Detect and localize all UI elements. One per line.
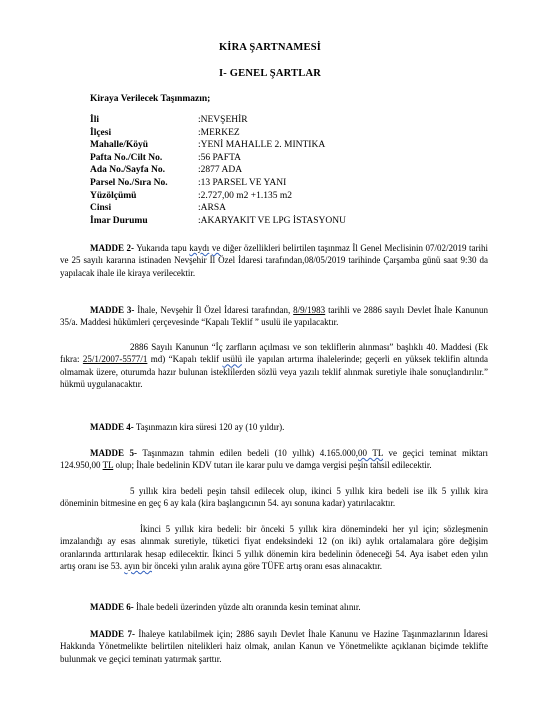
article-3-word: usülü: [222, 354, 242, 365]
field-row: [90, 215, 470, 228]
field-row: [90, 152, 470, 165]
article-7: [60, 628, 488, 665]
field-value: :56 PAFTA: [198, 152, 241, 163]
article-3-heading: MADDE 3-: [90, 305, 135, 315]
property-heading: Kiraya Verilecek Taşınmazın;: [90, 94, 211, 104]
article-5-text: olup; İhale bedelinin KDV tutarı ile karar pulu ve damga vergisi peşin tahsil edilecektir.: [113, 460, 432, 471]
field-value: :ARSA: [198, 203, 226, 214]
field-key: Cinsi: [90, 203, 112, 214]
field-key: İmar Durumu: [90, 215, 148, 226]
field-value: :MERKEZ: [198, 127, 240, 138]
article-3: [60, 304, 488, 329]
article-5-text: ve geçici teminat miktarı 124.950,00: [60, 448, 489, 471]
article-2: [60, 242, 488, 279]
field-row: [90, 202, 470, 215]
article-2-word: kaydı: [189, 243, 210, 253]
article-5-text: İkinci 5 yıllık kira bedeli: bir önceki 5 yıllık kira dönemindeki her yıl için; sözleşmenin imzalandığı ay esas alınmak suretiyle, tüketici fiyat endeksindeki 12 (on iki) aylık ortalamalara göre değişim oranlarında arttırılarak hesap edilecektir. İkinci 5 yıllık dönemin kira bedelinin ödeneceği 54. Aya isabet eden yılın artış oranı ise 53.: [60, 524, 488, 572]
article-3-date: 8/9/1983: [293, 305, 326, 315]
field-key: İli: [90, 115, 99, 125]
field-value: :NEVŞEHİR: [198, 115, 248, 125]
field-value: :2877 ADA: [198, 165, 243, 176]
field-row: [90, 177, 470, 190]
article-5-text: Taşınmazın tahmin edilen bedeli (10 yıllık) 4.165.000,: [137, 448, 358, 458]
field-key: Mahalle/Köyü: [90, 140, 149, 151]
article-7-heading: MADDE 7-: [90, 629, 135, 639]
article-4-heading: MADDE 4-: [90, 422, 134, 432]
article-6-text: İhale bedeli üzerinden yüzde altı oranında kesin teminat alınır.: [133, 602, 361, 612]
field-row: [90, 114, 470, 127]
article-3-reference: 25/1/2007-5577/1: [82, 354, 148, 365]
article-5-text: 5 yıllık kira bedeli peşin tahsil edilecek olup, ikinci 5 yıllık kira bedeli ise ilk 5 yıllık kira döneminin bitmesine en geç 6 ay kala (kira başlangıcının 54. ayı sonuna kadar) yatırılacaktır.: [60, 486, 488, 509]
article-5-heading: MADDE 5-: [90, 448, 138, 458]
field-row: [90, 164, 470, 177]
article-3-text: tarihli ve 2886 sayılı Devlet İhale Kanunun 35/a. Maddesi hükümleri çerçevesinde “Kapalı Teklif ” usulü ile yapılacaktır.: [60, 305, 488, 328]
section-title: I- GENEL ŞARTLAR: [218, 68, 322, 79]
field-row: [90, 127, 470, 140]
article-3-text: md) “Kapalı teklif: [147, 354, 223, 365]
article-2-word: ve: [211, 243, 221, 253]
field-key: Yüzölçümü: [90, 190, 137, 201]
article-3-text: İhale, Nevşehir İl Özel İdaresi tarafından,: [134, 305, 294, 315]
article-6: [60, 601, 488, 613]
field-value: :YENİ MAHALLE 2. MINTIKA: [198, 140, 326, 151]
article-2-text: diğer özellikleri belirtilen taşınmaz İl Genel Meclisinin 07/02/2019 tarihi ve 25 sayılı kararına istinaden Nevşehir İl Özel İdaresi tarafından,08/05/2019 tarihinde Çarşamba günü saat 9:30 da yapılacak ihale ile kiraya verilecektir.: [60, 243, 489, 278]
field-key: Pafta No./Cilt No.: [90, 152, 163, 163]
article-3-paragraph-2: [60, 341, 488, 391]
field-row: [90, 139, 470, 152]
field-value: :2.727,00 m2 +1.135 m2: [198, 190, 293, 201]
article-5-currency: TL: [102, 460, 114, 471]
field-value: :AKARYAKIT VE LPG İSTASYONU: [198, 215, 346, 226]
article-5: [60, 447, 488, 472]
article-4: [60, 421, 488, 433]
article-5-word: ayın bir: [124, 561, 152, 572]
field-key: Ada No./Sayfa No.: [90, 165, 165, 176]
article-7-text: İhaleye katılabilmek için; 2886 sayılı Devlet İhale Kanunu ve Hazine Taşınmazlarının İdaresi Hakkında Yönetmelikte belirtilen nitelikleri haiz olmak, anılan Kanun ve Yönetmelikte açıklanan biçimde teklifte bulunmak ve geçici teminatı yatırmak şarttır.: [60, 629, 488, 664]
article-5-text: önceki yılın aralık ayına göre TÜFE artış oranı esas alınacaktır.: [152, 561, 383, 572]
article-2-heading: MADDE 2-: [90, 243, 135, 253]
field-key: Parsel No./Sıra No.: [90, 177, 168, 188]
article-5-amount: 00 TL: [358, 448, 384, 458]
article-3-text: 2886 Sayılı Kanunun “İç zarfların açılması ve son tekliflerin alınması” başlıklı 40. Maddesi (Ek fıkra:: [60, 342, 488, 365]
field-key: İlçesi: [90, 127, 112, 138]
field-value: :13 PARSEL VE YANI: [198, 177, 287, 188]
article-5-paragraph-3: [60, 523, 488, 573]
article-4-text: Taşınmazın kira süresi 120 ay (10 yıldır).: [133, 422, 285, 432]
article-3-text: ile yapılan artırma ihalelerinde; geçerli en yüksek teklifin altında olmamak üzere, oturumda hazır bulunan isteklilerden sözlü veya yazılı teklif alınmak suretiyle ihale sonuçlandırılır.” hükmü uygulanacaktır.: [60, 354, 488, 390]
article-5-paragraph-2: [60, 485, 488, 510]
property-details: [90, 114, 470, 227]
document-title: KİRA ŞARTNAMESİ: [218, 42, 322, 53]
field-row: [90, 190, 470, 203]
article-2-text: Yukarıda tapu: [134, 243, 190, 253]
article-6-heading: MADDE 6-: [90, 602, 134, 612]
